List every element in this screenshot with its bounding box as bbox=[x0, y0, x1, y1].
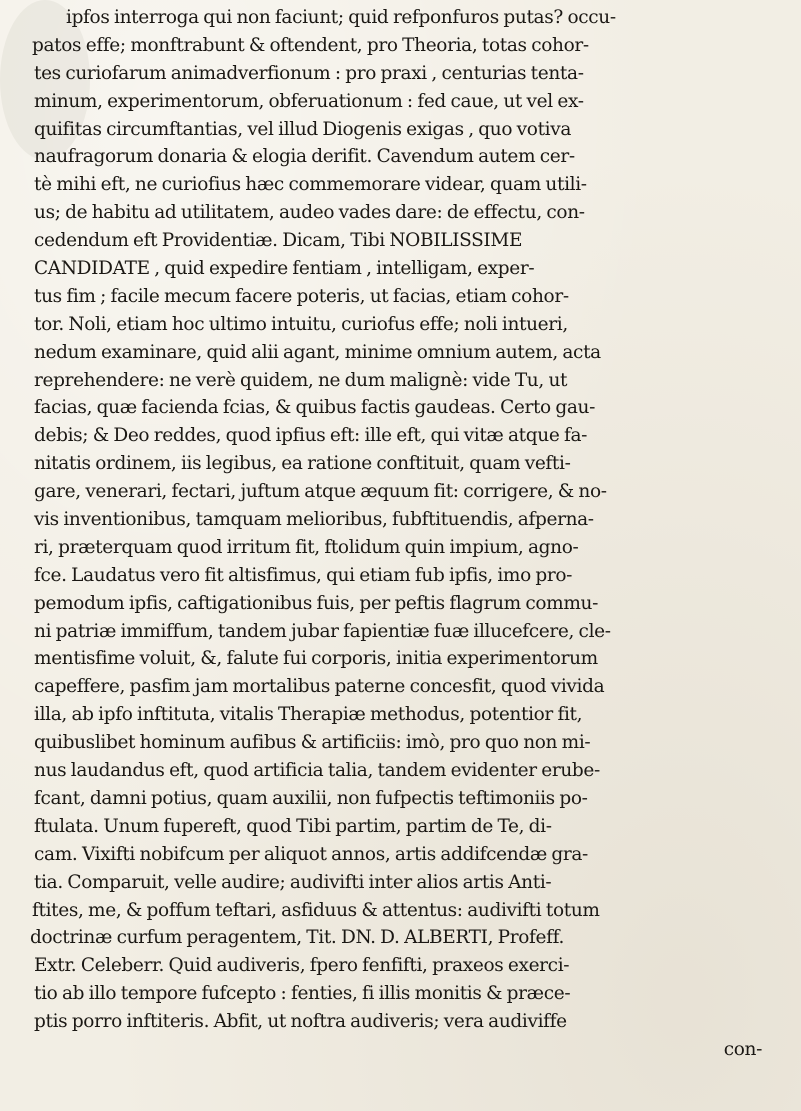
text-line: nedum examinare, quid alii agant, minime omnium autem, acta bbox=[34, 341, 601, 363]
text-line: tio ab illo tempore fufcepto : fenties, fi illis monitis & præce- bbox=[34, 983, 571, 1005]
text-line: ftites, me, & poffum teftari, asfiduus & attentus: audivifti totum bbox=[32, 899, 600, 921]
text-line: patos effe; monftrabunt & oftendent, pro Theoria, totas cohor- bbox=[32, 34, 589, 56]
text-line: illa, ab ipfo inftituta, vitalis Therapiæ methodus, potentior fit, bbox=[34, 704, 583, 726]
text-line: ptis porro inftiteris. Abfit, ut noftra audiveris; vera audiviffe bbox=[34, 1011, 567, 1033]
text-line: tes curiofarum animadverfionum : pro praxi , centurias tenta- bbox=[34, 62, 584, 84]
text-line: tus fim ; facile mecum facere poteris, ut facias, etiam cohor- bbox=[34, 285, 569, 307]
text-line: debis; & Deo reddes, quod ipfius eft: ille eft, qui vitæ atque fa- bbox=[34, 425, 588, 447]
text-line: Extr. Celeberr. Quid audiveris, fpero fenfifti, praxeos exerci- bbox=[34, 955, 570, 977]
text-line: capeffere, pasfim jam mortalibus paterne concesfit, quod vivida bbox=[34, 676, 605, 698]
text-line: facias, quæ facienda fcias, & quibus factis gaudeas. Certo gau- bbox=[34, 397, 596, 419]
text-line: ipfos interroga qui non faciunt; quid refponfuros putas? occu- bbox=[66, 7, 616, 28]
text-line: quibuslibet hominum aufibus & artificiis: imò, pro quo non mi- bbox=[34, 732, 591, 754]
text-line: quifitas circumftantias, vel illud Diogenis exigas , quo votiva bbox=[34, 118, 572, 140]
text-line: ni patriæ immiffum, tandem jubar fapientiæ fuæ illucefcere, cle- bbox=[34, 620, 611, 642]
text-line: fcant, damni potius, quam auxilii, non fufpectis teftimoniis po- bbox=[34, 787, 588, 809]
text-line: reprehendere: ne verè quidem, ne dum malignè: vide Tu, ut bbox=[34, 369, 568, 391]
text-line: CANDIDATE , quid expedire fentiam , intelligam, exper- bbox=[34, 258, 535, 280]
text-line: minum, experimentorum, obferuationum : fed caue, ut vel ex- bbox=[34, 90, 584, 112]
text-line: cedendum eft Providentiæ. Dicam, Tibi NOBILISSIME bbox=[34, 230, 523, 252]
text-line: tia. Comparuit, velle audire; audivifti inter alios artis Anti- bbox=[34, 871, 552, 893]
text-line: doctrinæ curfum peragentem, Tit. DN. D. ALBERTI, Profeff. bbox=[30, 927, 565, 949]
text-line: ri, præterquam quod irritum fit, ftolidum quin impium, agno- bbox=[34, 536, 579, 558]
text-block bbox=[12, 4, 801, 1064]
text-line: ftulata. Unum fupereft, quod Tibi partim, partim de Te, di- bbox=[34, 815, 552, 837]
text-line: naufragorum donaria & elogia derifit. Cavendum autem cer- bbox=[34, 146, 575, 168]
text-line: nus laudandus eft, quod artificia talia, tandem evidenter erube- bbox=[34, 760, 600, 782]
text-line: tè mihi eft, ne curiofius hæc commemorare videar, quam utili- bbox=[34, 174, 587, 196]
text-line: pemodum ipfis, caftigationibus fuis, per peftis flagrum commu- bbox=[34, 592, 599, 614]
catchword: con- bbox=[723, 1038, 762, 1060]
text-line: mentisfime voluit, &, falute fui corporis, initia experimentorum bbox=[34, 648, 598, 670]
text-line: tor. Noli, etiam hoc ultimo intuitu, curiofus effe; noli intueri, bbox=[34, 313, 568, 335]
text-line: vis inventionibus, tamquam melioribus, fubftituendis, afperna- bbox=[34, 509, 594, 531]
text-line: cam. Vixifti nobifcum per aliquot annos, artis addifcendæ gra- bbox=[34, 843, 588, 865]
text-line: us; de habitu ad utilitatem, audeo vades dare: de effectu, con- bbox=[34, 202, 585, 224]
text-line: gare, venerari, fectari, juftum atque æquum fit: corrigere, & no- bbox=[34, 481, 607, 503]
text-line: nitatis ordinem, iis legibus, ea ratione conftituit, quam vefti- bbox=[34, 453, 571, 475]
text-line: fce. Laudatus vero fit altisfimus, qui etiam fub ipfis, imo pro- bbox=[34, 564, 573, 586]
